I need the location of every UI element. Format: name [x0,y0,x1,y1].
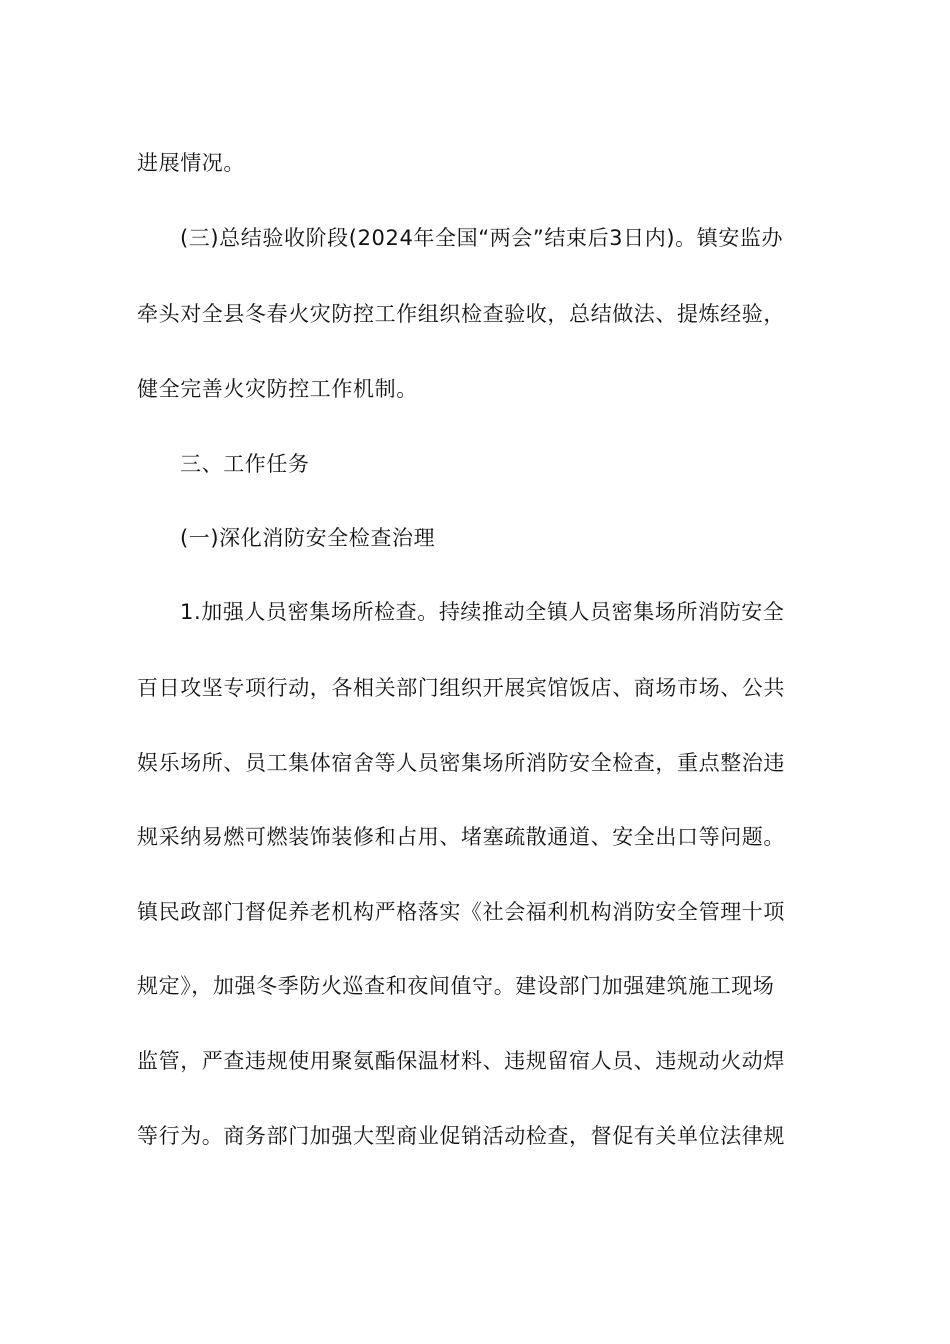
section-heading: 三、工作任务 [180,452,310,476]
text-line-8: 百日攻坚专项行动，各相关部门组织开展宾馆饭店、商场市场、公共 [137,676,785,700]
text-line-3: 牵头对全县冬春火灾防控工作组织检查验收，总结做法、提炼经验， [137,302,785,326]
subsection-heading: (一)深化消防安全检查治理 [180,526,436,550]
text-line-7: 1.加强人员密集场所检查。持续推动全镇人员密集场所消防安全 [180,600,785,624]
text-line-13: 监管，严查违规使用聚氨酯保温材料、违规留宿人员、违规动火动焊 [137,1049,785,1073]
text-line-10: 规采纳易燃可燃装饰装修和占用、堵塞疏散通道、安全出口等问题。 [137,825,785,849]
text-line-4: 健全完善火灾防控工作机制。 [137,377,418,401]
text-line-9: 娱乐场所、员工集体宿舍等人员密集场所消防安全检查，重点整治违 [137,751,785,775]
text-line-12: 规定》，加强冬季防火巡查和夜间值守。建设部门加强建筑施工现场 [137,974,775,998]
text-line-2: (三)总结验收阶段(2024年全国“两会”结束后3日内)。镇安监办 [180,226,784,250]
text-line-14: 等行为。商务部门加强大型商业促销活动检查，督促有关单位法律规 [137,1124,785,1148]
text-line-11: 镇民政部门督促养老机构严格落实《社会福利机构消防安全管理十项 [137,900,785,924]
text-line-1: 进展情况。 [137,151,245,175]
